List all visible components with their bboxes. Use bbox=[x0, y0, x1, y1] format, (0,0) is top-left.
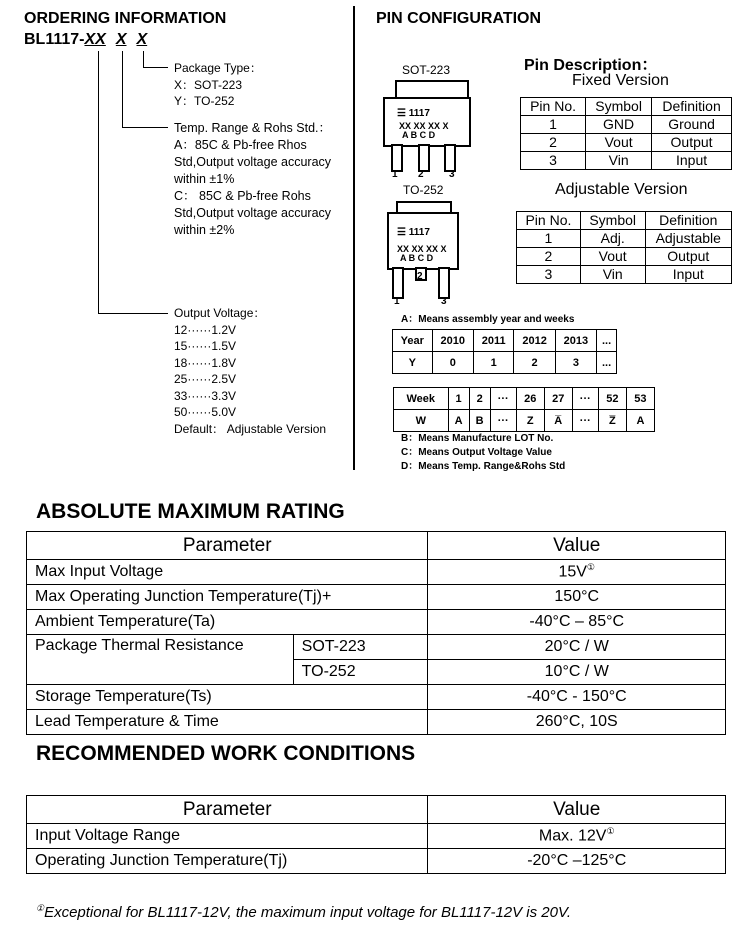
param-cell: Max Input Voltage bbox=[27, 560, 428, 585]
note-a: A：Means assembly year and weeks bbox=[401, 314, 575, 325]
sot223-pin bbox=[444, 144, 456, 172]
table-row bbox=[27, 849, 726, 874]
table-cell: 26 bbox=[516, 388, 544, 410]
table-cell: 3 bbox=[517, 266, 581, 284]
footnote-mark: ① bbox=[36, 903, 45, 913]
table-cell: A bbox=[626, 410, 654, 432]
table-cell: GND bbox=[586, 116, 652, 134]
temp-range-c-3: within ±2% bbox=[174, 223, 235, 237]
table-cell: A bbox=[448, 410, 469, 432]
sot223-logo: ☰ 1117 bbox=[397, 108, 430, 119]
table-row bbox=[393, 330, 617, 352]
package-type-y: Y：TO-252 bbox=[174, 94, 235, 108]
table-cell: 3 bbox=[555, 352, 596, 374]
value-cell: 15V① bbox=[428, 560, 726, 585]
output-voltage-label: Output Voltage： bbox=[174, 306, 266, 320]
table-header-row bbox=[27, 532, 726, 560]
table-cell: 1 bbox=[473, 352, 513, 374]
table-cell: B bbox=[469, 410, 490, 432]
header-cell: Parameter bbox=[27, 796, 428, 824]
table-row bbox=[517, 266, 732, 284]
sot223-pin bbox=[391, 144, 403, 172]
table-cell: 1 bbox=[521, 116, 586, 134]
table-cell: 0 bbox=[432, 352, 473, 374]
to252-pin bbox=[392, 267, 404, 299]
amr-title: ABSOLUTE MAXIMUM RATING bbox=[36, 500, 345, 523]
connector-line bbox=[122, 127, 168, 128]
table-cell: Output bbox=[652, 134, 732, 152]
temp-range-label: Temp. Range & Rohs Std.： bbox=[174, 121, 332, 135]
footnote-mark: ① bbox=[606, 826, 615, 837]
table-cell: 2 bbox=[514, 352, 555, 374]
table-cell: Z bbox=[516, 410, 544, 432]
year-code-table bbox=[392, 329, 617, 374]
footnote bbox=[36, 903, 571, 921]
table-header-row bbox=[521, 98, 732, 116]
table-cell: ... bbox=[597, 330, 617, 352]
table-cell: Y bbox=[393, 352, 433, 374]
table-cell: Adj. bbox=[580, 230, 645, 248]
header-cell: Value bbox=[428, 796, 726, 824]
table-cell: 52 bbox=[598, 388, 626, 410]
to252-pin bbox=[438, 267, 450, 299]
table-cell: Adjustable bbox=[645, 230, 731, 248]
output-voltage-item: 25······2.5V bbox=[174, 372, 237, 386]
fixed-pin-table bbox=[520, 97, 732, 170]
param-cell: Ambient Temperature(Ta) bbox=[27, 610, 428, 635]
package-cell: TO-252 bbox=[293, 660, 428, 685]
footnote-mark: ① bbox=[586, 562, 595, 573]
note-c: C：Means Output Voltage Value bbox=[401, 447, 552, 458]
pin-desc-title: Pin Description： bbox=[524, 57, 658, 74]
rwc-table bbox=[26, 795, 726, 874]
table-cell: 2 bbox=[517, 248, 581, 266]
table-cell: 53 bbox=[626, 388, 654, 410]
to252-pin-num: 3 bbox=[441, 296, 447, 307]
table-cell: 3 bbox=[521, 152, 586, 170]
table-cell: Input bbox=[652, 152, 732, 170]
table-cell: Vout bbox=[586, 134, 652, 152]
part-xx: XX bbox=[84, 31, 106, 48]
sot223-pin-num: 2 bbox=[418, 169, 424, 180]
adjustable-pin-table bbox=[516, 211, 732, 284]
output-voltage-block bbox=[174, 305, 326, 437]
table-cell: ··· bbox=[490, 388, 516, 410]
sot223-code: XX XX XX X bbox=[399, 121, 449, 131]
param-cell: Operating Junction Temperature(Tj) bbox=[27, 849, 428, 874]
part-number bbox=[24, 31, 147, 49]
table-cell: ... bbox=[597, 352, 617, 374]
table-row bbox=[393, 352, 617, 374]
table-row bbox=[521, 134, 732, 152]
to252-label: TO-252 bbox=[403, 183, 444, 197]
table-row bbox=[27, 585, 726, 610]
temp-range-block bbox=[174, 120, 331, 239]
param-cell: Input Voltage Range bbox=[27, 824, 428, 849]
temp-range-a-3: within ±1% bbox=[174, 172, 235, 186]
table-cell: Week bbox=[394, 388, 449, 410]
table-cell: Vin bbox=[580, 266, 645, 284]
section-divider bbox=[353, 6, 355, 470]
rwc-title: RECOMMENDED WORK CONDITIONS bbox=[36, 742, 416, 765]
table-cell: 2010 bbox=[432, 330, 473, 352]
header-cell: Pin No. bbox=[517, 212, 581, 230]
package-cell: SOT-223 bbox=[293, 635, 428, 660]
package-type-block bbox=[174, 60, 262, 110]
table-cell: Vout bbox=[580, 248, 645, 266]
table-header-row bbox=[27, 796, 726, 824]
table-cell: 2013 bbox=[555, 330, 596, 352]
param-cell: Storage Temperature(Ts) bbox=[27, 685, 428, 710]
table-cell: 2 bbox=[521, 134, 586, 152]
header-cell: Definition bbox=[645, 212, 731, 230]
value-cell: -40°C - 150°C bbox=[428, 685, 726, 710]
table-cell: ··· bbox=[572, 410, 598, 432]
table-cell: Year bbox=[393, 330, 433, 352]
table-header-row bbox=[517, 212, 732, 230]
connector-line bbox=[143, 67, 168, 68]
table-row bbox=[517, 248, 732, 266]
amr-table bbox=[26, 531, 726, 735]
to252-letters: A B C D bbox=[400, 253, 434, 263]
output-voltage-item: 50······5.0V bbox=[174, 405, 237, 419]
table-cell: 27 bbox=[544, 388, 572, 410]
ordering-title: ORDERING INFORMATION bbox=[24, 10, 227, 27]
header-cell: Value bbox=[428, 532, 726, 560]
table-cell: Input bbox=[645, 266, 731, 284]
sot223-letters: A B C D bbox=[402, 130, 436, 140]
table-cell: ··· bbox=[490, 410, 516, 432]
temp-range-a-2: Std,Output voltage accuracy bbox=[174, 155, 332, 169]
note-d: D：Means Temp. Range&Rohs Std bbox=[401, 461, 566, 472]
output-voltage-item: 18······1.8V bbox=[174, 355, 237, 370]
header-cell: Symbol bbox=[586, 98, 652, 116]
table-cell: W bbox=[394, 410, 449, 432]
table-cell: 2012 bbox=[514, 330, 555, 352]
value-cell: Max. 12V① bbox=[428, 824, 726, 849]
value-cell: 10°C / W bbox=[428, 660, 726, 685]
table-cell: A̅ bbox=[544, 410, 572, 432]
footnote-text: Exceptional for BL1117-12V, the maximum input voltage for BL1117-12V is 20V. bbox=[44, 904, 572, 921]
part-prefix: BL1117- bbox=[24, 31, 85, 48]
output-voltage-default: Default： Adjustable Version bbox=[174, 421, 327, 436]
sot223-label: SOT-223 bbox=[402, 63, 451, 77]
table-row bbox=[521, 116, 732, 134]
param-cell: Package Thermal Resistance bbox=[27, 635, 294, 685]
adjustable-version-title: Adjustable Version bbox=[555, 181, 688, 198]
to252-pin-num: 1 bbox=[394, 296, 400, 307]
connector-line bbox=[98, 51, 99, 314]
table-cell: 1 bbox=[448, 388, 469, 410]
table-row bbox=[521, 152, 732, 170]
value-cell: 150°C bbox=[428, 585, 726, 610]
header-cell: Definition bbox=[652, 98, 732, 116]
connector-line bbox=[98, 313, 168, 314]
param-cell: Lead Temperature & Time bbox=[27, 710, 428, 735]
table-cell: 1 bbox=[517, 230, 581, 248]
to252-code: XX XX XX X bbox=[397, 244, 447, 254]
table-cell: Z̅ bbox=[598, 410, 626, 432]
value-cell: -40°C – 85°C bbox=[428, 610, 726, 635]
header-cell: Symbol bbox=[580, 212, 645, 230]
table-cell: 2 bbox=[469, 388, 490, 410]
to252-body bbox=[387, 212, 459, 270]
table-cell: Output bbox=[645, 248, 731, 266]
connector-line bbox=[143, 51, 144, 68]
table-row bbox=[517, 230, 732, 248]
part-x1: X bbox=[115, 31, 127, 48]
table-cell: Vin bbox=[586, 152, 652, 170]
sot223-pin-num: 3 bbox=[449, 169, 455, 180]
to252-logo: ☰ 1117 bbox=[397, 227, 430, 238]
note-b: B：Means Manufacture LOT No. bbox=[401, 433, 554, 444]
value-cell: -20°C –125°C bbox=[428, 849, 726, 874]
table-row bbox=[27, 560, 726, 585]
header-cell: Parameter bbox=[27, 532, 428, 560]
output-voltage-item: 33······3.3V bbox=[174, 388, 237, 403]
table-row bbox=[27, 610, 726, 635]
package-type-x: X：SOT-223 bbox=[174, 77, 243, 92]
sot223-pin bbox=[418, 144, 430, 172]
sot223-body bbox=[383, 97, 471, 147]
week-code-table bbox=[393, 387, 655, 432]
table-cell: ··· bbox=[572, 388, 598, 410]
table-cell: Ground bbox=[652, 116, 732, 134]
connector-line bbox=[122, 51, 123, 128]
temp-range-a: A：85C & Pb-free Rhos bbox=[174, 138, 307, 152]
table-row bbox=[27, 824, 726, 849]
table-row bbox=[27, 635, 726, 660]
part-x2: X bbox=[136, 31, 148, 48]
param-cell: Max Operating Junction Temperature(Tj)+ bbox=[27, 585, 428, 610]
output-voltage-item: 15······1.5V bbox=[174, 339, 237, 353]
output-voltage-item: 12······1.2V bbox=[174, 322, 237, 337]
value-cell: 20°C / W bbox=[428, 635, 726, 660]
table-row bbox=[27, 710, 726, 735]
to252-pin-num: 2 bbox=[417, 271, 423, 282]
header-cell: Pin No. bbox=[521, 98, 586, 116]
package-type-label: Package Type： bbox=[174, 61, 262, 75]
sot223-pin-num: 1 bbox=[392, 169, 398, 180]
pin-config-title: PIN CONFIGURATION bbox=[376, 10, 542, 27]
table-cell: 2011 bbox=[473, 330, 513, 352]
table-row bbox=[394, 410, 655, 432]
table-row bbox=[27, 685, 726, 710]
fixed-version-title: Fixed Version bbox=[572, 72, 669, 89]
temp-range-c: C： 85C & Pb-free Rohs bbox=[174, 189, 311, 203]
table-row bbox=[394, 388, 655, 410]
temp-range-c-2: Std,Output voltage accuracy bbox=[174, 206, 332, 220]
value-cell: 260°C, 10S bbox=[428, 710, 726, 735]
